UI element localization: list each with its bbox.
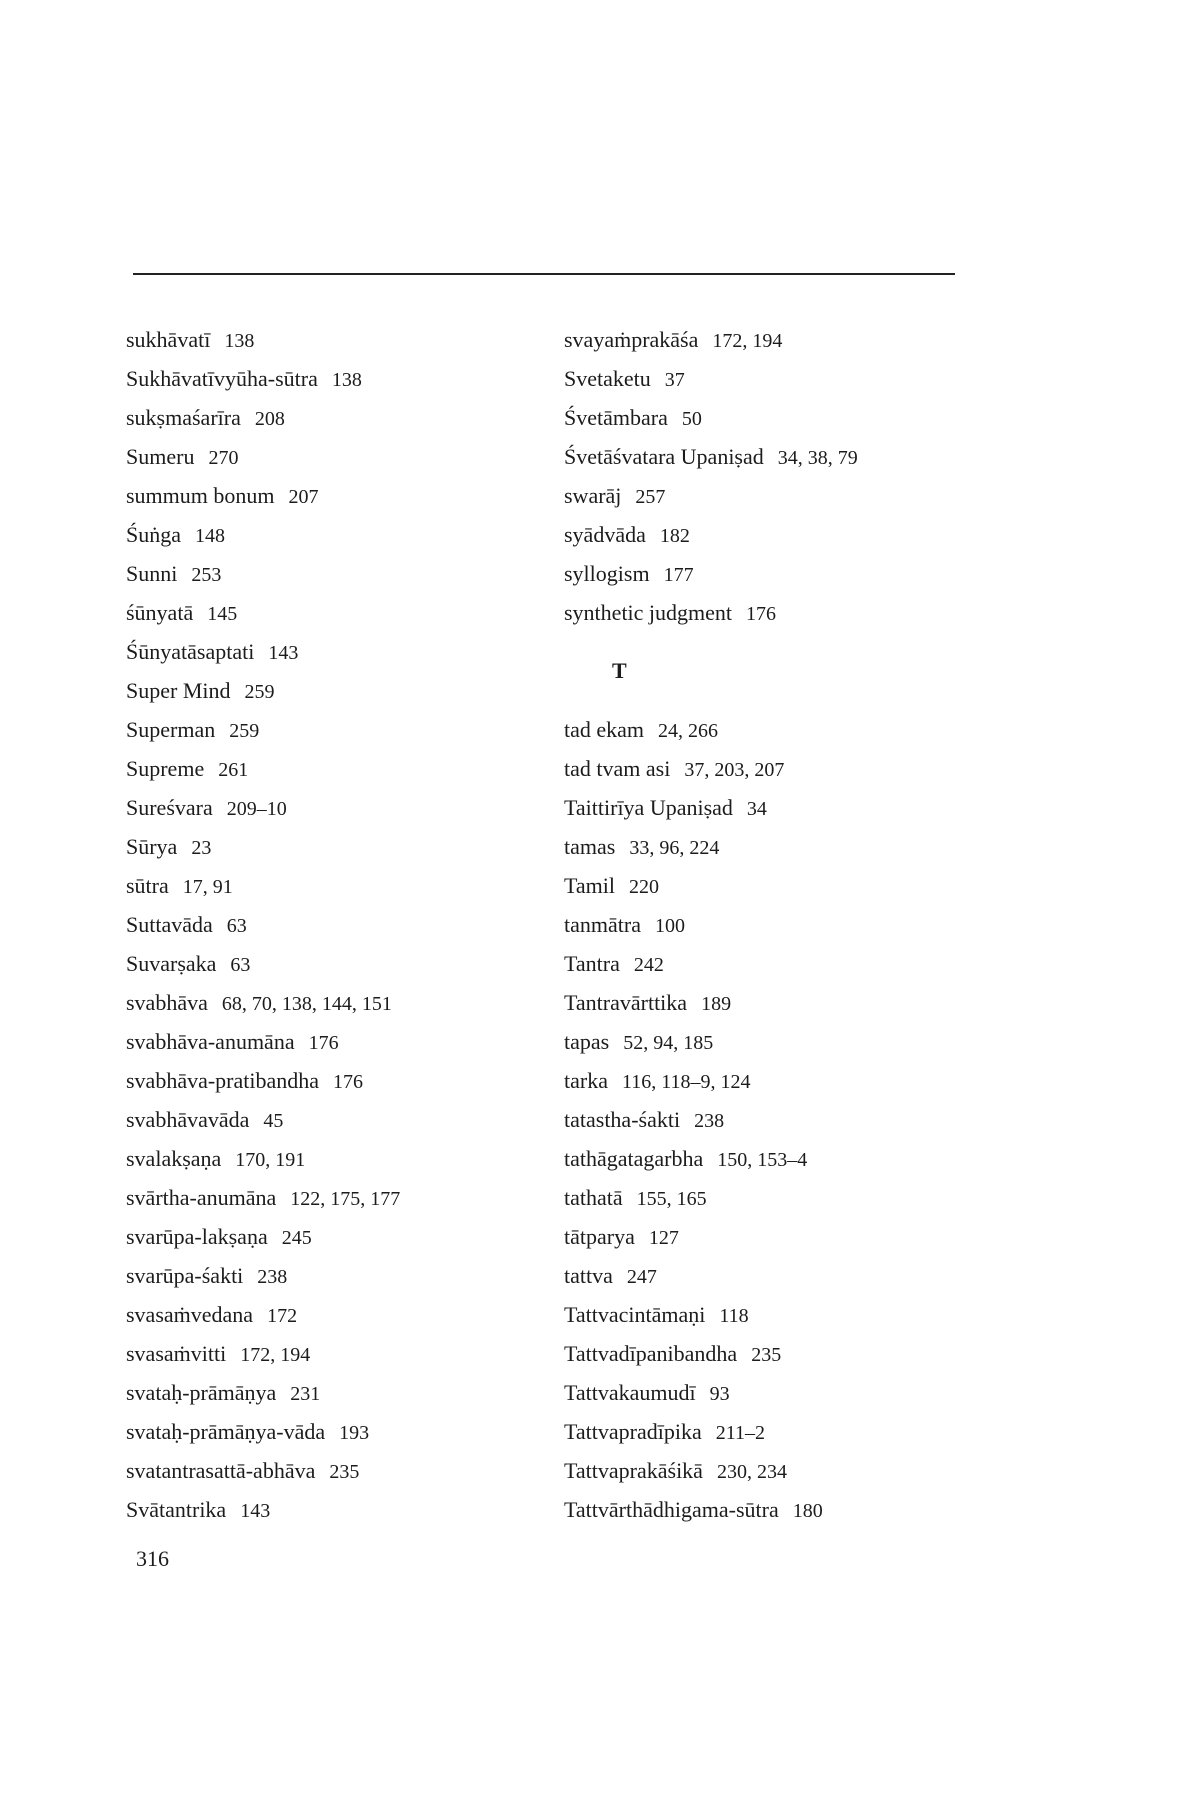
index-term: svabhāva-anumāna xyxy=(126,1029,295,1054)
index-page-refs: 145 xyxy=(207,603,238,625)
index-term: tad ekam xyxy=(564,717,645,742)
index-page-refs: 172, 194 xyxy=(712,330,783,352)
index-term: śūnyatā xyxy=(126,600,194,625)
index-page-refs: 138 xyxy=(331,369,362,391)
index-page-refs: 220 xyxy=(629,876,660,898)
index-term: svayaṁprakāśa xyxy=(564,327,699,352)
index-entry xyxy=(126,1139,546,1178)
index-page-refs: 180 xyxy=(792,1500,823,1522)
index-entry xyxy=(126,905,546,944)
index-term: Śuṅga xyxy=(126,522,181,547)
index-page-refs: 37 xyxy=(664,369,685,391)
index-page-refs: 182 xyxy=(659,525,690,547)
index-term: Supreme xyxy=(126,756,205,781)
index-term: tad tvam asi xyxy=(564,756,671,781)
index-entry xyxy=(564,905,984,944)
index-page-refs: 270 xyxy=(208,447,239,469)
index-entry xyxy=(564,1412,984,1451)
index-term: Tattvārthādhigama-sūtra xyxy=(564,1497,779,1522)
index-entry xyxy=(564,1295,984,1334)
index-term: svataḥ-prāmāṇya-vāda xyxy=(126,1419,326,1444)
index-entry xyxy=(564,1139,984,1178)
index-page-refs: 238 xyxy=(257,1266,288,1288)
index-page-refs: 52, 94, 185 xyxy=(623,1032,714,1054)
index-page-refs: 230, 234 xyxy=(716,1461,787,1483)
index-page-refs: 122, 175, 177 xyxy=(290,1188,401,1210)
index-term: summum bonum xyxy=(126,483,275,508)
index-page-refs: 155, 165 xyxy=(636,1188,707,1210)
index-term: Tamil xyxy=(564,873,616,898)
index-entry xyxy=(564,944,984,983)
index-term: Tattvacintāmaṇi xyxy=(564,1302,706,1327)
index-page-refs: 208 xyxy=(254,408,285,430)
index-term: Tattvadīpanibandha xyxy=(564,1341,738,1366)
index-page-refs: 50 xyxy=(681,408,702,430)
index-term: Tantravārttika xyxy=(564,990,688,1015)
index-entry xyxy=(564,866,984,905)
index-entry xyxy=(126,1334,546,1373)
index-page-refs: 24, 266 xyxy=(658,720,719,742)
index-term: svalakṣaṇa xyxy=(126,1146,222,1171)
index-entry xyxy=(564,593,984,632)
index-page-refs: 17, 91 xyxy=(182,876,233,898)
index-term: tapas xyxy=(564,1029,610,1054)
index-entry xyxy=(564,1061,984,1100)
index-entry xyxy=(564,983,984,1022)
index-term: svasaṁvitti xyxy=(126,1341,227,1366)
index-term: svabhāva xyxy=(126,990,208,1015)
index-entry xyxy=(126,437,546,476)
index-entry xyxy=(126,827,546,866)
index-term: Sūrya xyxy=(126,834,178,859)
index-term: tathāgatagarbha xyxy=(564,1146,704,1171)
index-term: svabhāva-pratibandha xyxy=(126,1068,320,1093)
index-page-refs: 247 xyxy=(626,1266,657,1288)
index-entry xyxy=(126,671,546,710)
index-term: tamas xyxy=(564,834,616,859)
index-term: Śvetāmbara xyxy=(564,405,668,430)
index-page-refs: 207 xyxy=(288,486,319,508)
index-entry xyxy=(564,437,984,476)
index-page-refs: 176 xyxy=(308,1032,339,1054)
index-page-refs: 259 xyxy=(229,720,260,742)
index-entry xyxy=(126,632,546,671)
index-term: Sunni xyxy=(126,561,178,586)
index-term: Śūnyatāsaptati xyxy=(126,639,255,664)
index-page-refs: 45 xyxy=(263,1110,284,1132)
index-term: tarka xyxy=(564,1068,608,1093)
index-term: Svātantrika xyxy=(126,1497,227,1522)
index-term: sūtra xyxy=(126,873,169,898)
index-page-refs: 63 xyxy=(230,954,251,976)
index-group-s xyxy=(564,320,984,632)
index-entry xyxy=(126,1100,546,1139)
index-group-t xyxy=(564,710,984,1529)
index-term: Sukhāvatīvyūha-sūtra xyxy=(126,366,318,391)
index-entry xyxy=(126,1451,546,1490)
index-page-refs: 37, 203, 207 xyxy=(684,759,785,781)
index-term: Śvetāśvatara Upaniṣad xyxy=(564,444,764,469)
index-term: Suvarṣaka xyxy=(126,951,217,976)
index-page-refs: 177 xyxy=(663,564,694,586)
index-entry xyxy=(126,359,546,398)
index-page-refs: 211–2 xyxy=(715,1422,766,1444)
index-term: tattva xyxy=(564,1263,613,1288)
index-term: svatantrasattā-abhāva xyxy=(126,1458,316,1483)
index-term: Suttavāda xyxy=(126,912,213,937)
index-entry xyxy=(564,1256,984,1295)
index-page-refs: 235 xyxy=(329,1461,360,1483)
index-entry xyxy=(564,359,984,398)
section-heading: T xyxy=(612,658,627,683)
index-term: Super Mind xyxy=(126,678,231,703)
index-page-refs: 118 xyxy=(719,1305,749,1327)
index-page-refs: 242 xyxy=(633,954,664,976)
index-page-refs: 143 xyxy=(268,642,299,664)
index-entry xyxy=(564,1490,984,1529)
index-entry xyxy=(564,1022,984,1061)
header-rule xyxy=(133,273,955,275)
index-entry xyxy=(126,593,546,632)
index-entry xyxy=(126,515,546,554)
index-entry xyxy=(564,1178,984,1217)
index-entry xyxy=(126,476,546,515)
index-term: Tattvakaumudī xyxy=(564,1380,696,1405)
index-term: svataḥ-prāmāṇya xyxy=(126,1380,277,1405)
index-term: syādvāda xyxy=(564,522,646,547)
index-term: sukṣmaśarīra xyxy=(126,405,241,430)
index-page-refs: 23 xyxy=(191,837,212,859)
index-page-refs: 100 xyxy=(654,915,685,937)
index-page-refs: 148 xyxy=(195,525,225,547)
index-term: syllogism xyxy=(564,561,650,586)
index-page-refs: 68, 70, 138, 144, 151 xyxy=(221,993,392,1015)
index-page-refs: 33, 96, 224 xyxy=(629,837,720,859)
index-column-left xyxy=(126,320,546,1529)
index-page-refs: 150, 153–4 xyxy=(717,1149,808,1171)
index-term: Sureśvara xyxy=(126,795,213,820)
index-page-refs: 138 xyxy=(224,330,255,352)
index-page-refs: 143 xyxy=(240,1500,271,1522)
index-entry xyxy=(564,398,984,437)
index-entry xyxy=(564,1217,984,1256)
index-entry xyxy=(126,788,546,827)
index-entry xyxy=(126,1178,546,1217)
index-page-refs: 127 xyxy=(648,1227,679,1249)
index-entry xyxy=(564,476,984,515)
index-entry xyxy=(126,1373,546,1412)
index-term: Svetaketu xyxy=(564,366,651,391)
index-page-refs: 34, 38, 79 xyxy=(777,447,858,469)
index-entry xyxy=(126,866,546,905)
index-term: tātparya xyxy=(564,1224,635,1249)
index-page-refs: 93 xyxy=(709,1383,730,1405)
index-page-refs: 63 xyxy=(226,915,247,937)
index-entry xyxy=(126,1490,546,1529)
index-term: tathatā xyxy=(564,1185,623,1210)
index-entry xyxy=(564,1451,984,1490)
index-entry xyxy=(126,983,546,1022)
index-entry xyxy=(564,827,984,866)
index-page-refs: 176 xyxy=(746,603,777,625)
index-page-refs: 34 xyxy=(746,798,767,820)
index-entry xyxy=(126,320,546,359)
index-page-refs: 209–10 xyxy=(226,798,287,820)
index-term: svabhāvavāda xyxy=(126,1107,250,1132)
index-term: Sumeru xyxy=(126,444,195,469)
index-page-refs: 235 xyxy=(751,1344,782,1366)
index-entry xyxy=(126,398,546,437)
index-entry xyxy=(126,749,546,788)
index-page-refs: 245 xyxy=(281,1227,312,1249)
index-entry xyxy=(564,1373,984,1412)
index-page-refs: 261 xyxy=(218,759,249,781)
index-entry xyxy=(564,788,984,827)
index-entry xyxy=(564,515,984,554)
index-entry xyxy=(564,749,984,788)
index-entry xyxy=(126,1256,546,1295)
index-entry xyxy=(126,1412,546,1451)
index-entry xyxy=(564,554,984,593)
index-page-refs: 253 xyxy=(191,564,222,586)
index-page-refs: 193 xyxy=(339,1422,370,1444)
index-entry xyxy=(126,710,546,749)
index-entry xyxy=(126,1217,546,1256)
index-term: svarūpa-lakṣaṇa xyxy=(126,1224,268,1249)
index-page-refs: 170, 191 xyxy=(235,1149,306,1171)
index-term: svārtha-anumāna xyxy=(126,1185,277,1210)
index-term: Taittirīya Upaniṣad xyxy=(564,795,733,820)
index-term: Superman xyxy=(126,717,216,742)
index-entry xyxy=(126,1061,546,1100)
index-page-refs: 189 xyxy=(701,993,732,1015)
index-entry xyxy=(126,1295,546,1334)
index-term: svarūpa-śakti xyxy=(126,1263,244,1288)
page-number: 316 xyxy=(136,1546,169,1571)
index-entry xyxy=(126,554,546,593)
index-page-refs: 259 xyxy=(244,681,275,703)
index-entry xyxy=(564,1334,984,1373)
index-page-refs: 172 xyxy=(267,1305,298,1327)
index-entry xyxy=(564,320,984,359)
index-entry xyxy=(564,710,984,749)
index-page-refs: 176 xyxy=(333,1071,364,1093)
index-term: svasaṁvedana xyxy=(126,1302,254,1327)
index-entry xyxy=(126,1022,546,1061)
index-page-refs: 172, 194 xyxy=(240,1344,311,1366)
index-page-refs: 231 xyxy=(290,1383,321,1405)
index-term: swarāj xyxy=(564,483,622,508)
index-entry xyxy=(126,944,546,983)
index-term: tatastha-śakti xyxy=(564,1107,681,1132)
index-entry xyxy=(564,1100,984,1139)
index-term: Tantra xyxy=(564,951,620,976)
index-page-refs: 257 xyxy=(635,486,666,508)
index-term: sukhāvatī xyxy=(126,327,211,352)
index-column-right xyxy=(564,320,984,1529)
index-term: synthetic judgment xyxy=(564,600,733,625)
index-term: Tattvapradīpika xyxy=(564,1419,702,1444)
index-term: Tattvaprakāśikā xyxy=(564,1458,703,1483)
index-term: tanmātra xyxy=(564,912,641,937)
index-page-refs: 238 xyxy=(694,1110,725,1132)
index-page-refs: 116, 118–9, 124 xyxy=(621,1071,751,1093)
